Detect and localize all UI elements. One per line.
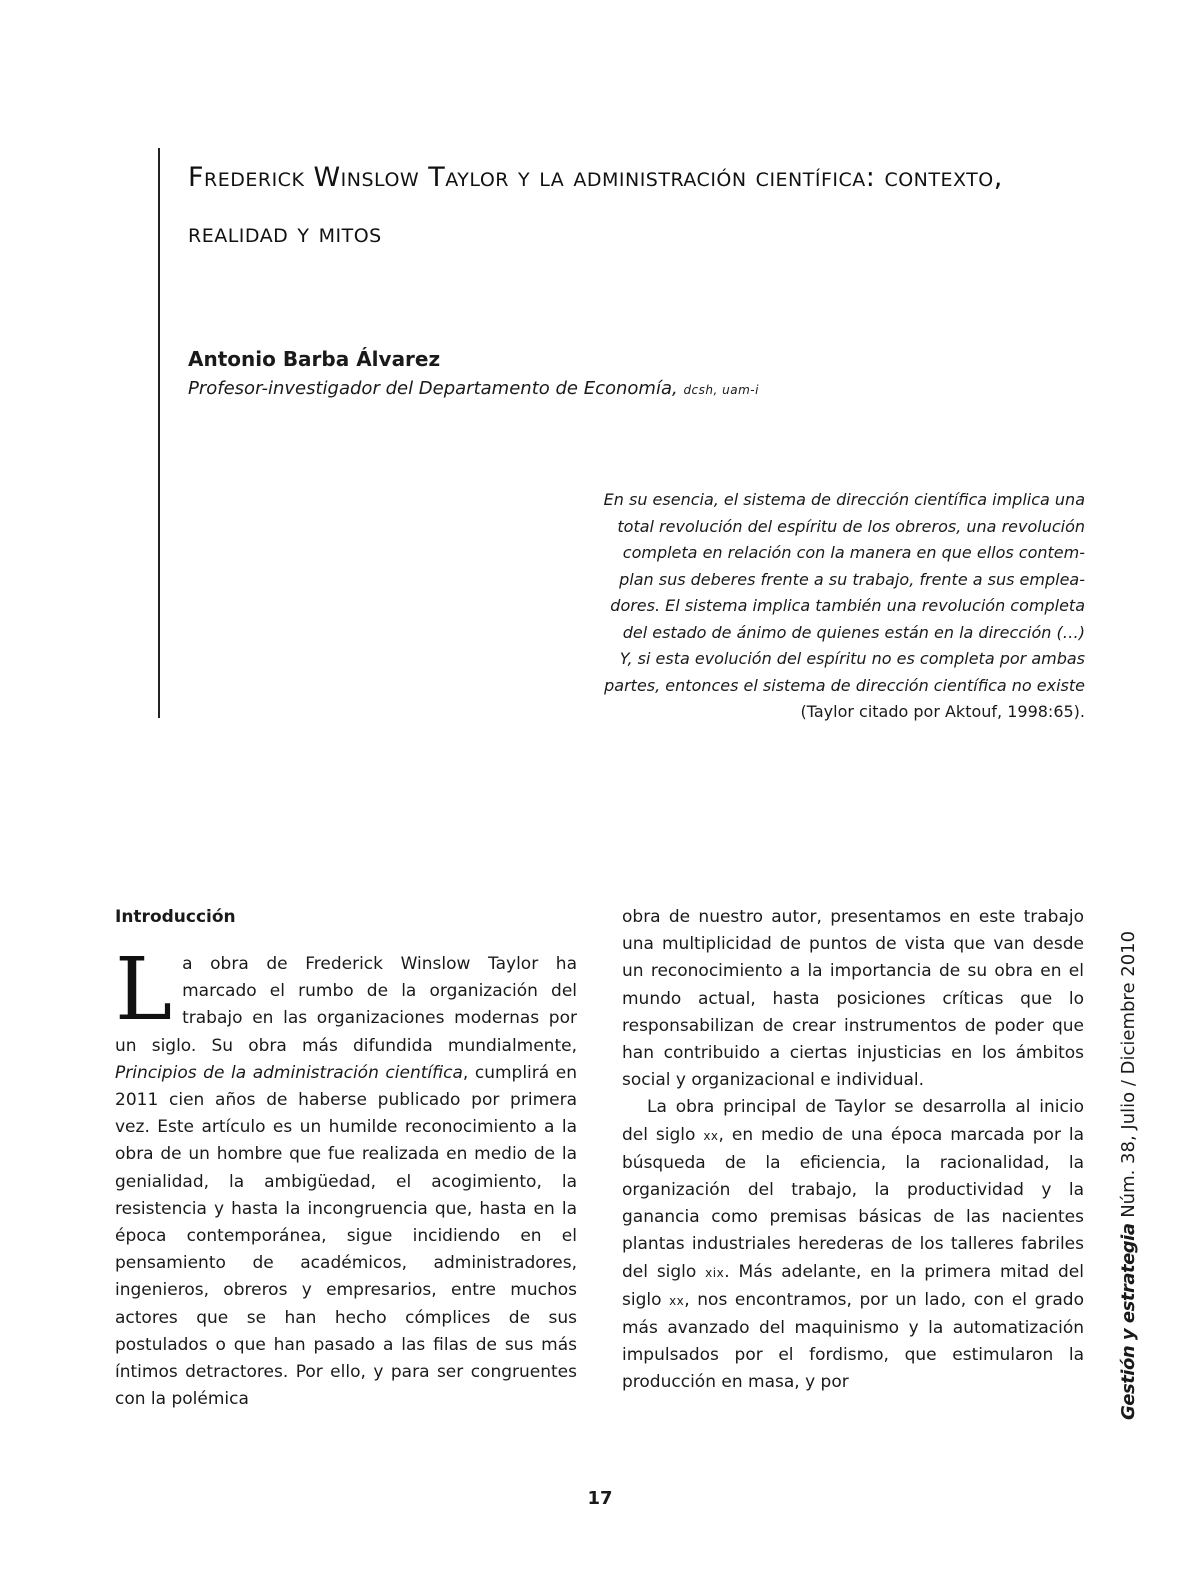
epigraph-line: En su esencia, el sistema de dirección científica implica una [603, 490, 1085, 509]
paragraph-text: a obra de Frederick Winslow Taylor ha marcado el rumbo de la organización del trabajo en las organizaciones modernas por un siglo. Su obra más difundida mundialmente, [115, 954, 577, 1056]
century-numeral: xix [705, 1265, 725, 1280]
body-column-right [622, 904, 1084, 1397]
book-title: Principios de la administración científica [115, 1062, 463, 1083]
century-numeral: xx [703, 1128, 719, 1143]
epigraph-line: total revolución del espíritu de los obreros, una revolución [617, 516, 1085, 536]
paragraph [622, 1094, 1084, 1396]
paragraph: obra de nuestro autor, presentamos en este trabajo una multiplicidad de puntos de vista que van desde un reconocimiento a la importancia de su obra en el mundo actual, hasta posiciones críticas que lo responsabilizan de crear instrumentos de poder que han contribuido a ciertas injusticias en los ámbitos social y organizacional e individual. [622, 907, 1084, 1091]
epigraph-line: dores. El sistema implica también una revolución completa [610, 596, 1085, 615]
paragraph-text: , en medio de una época marcada por la búsqueda de la eficiencia, la racionalidad, la organización del trabajo, la productividad y la ganancia como premisas básicas de las nacientes plantas industriales herederas de los talleres fabriles del siglo [622, 1124, 1085, 1282]
paragraph-text: , cumplirá en 2011 cien años de haberse publicado por primera vez. Este artículo es un humilde reconocimiento a la obra de un hombre que fue realizada en medio de la genialidad, la ambigüedad, el acogimiento, la resistencia y hasta la incongruencia que, hasta en la época contemporánea, sigue incidiendo en el pensamiento de académicos, administradores, ingenieros, obreros y empresarios, entre muchos actores que se han hecho cómplices de sus postulados o que han pasado a las filas de sus más íntimos detractores. Por ello, y para ser congruentes con la polémica [115, 1062, 577, 1410]
paragraph-text: , nos encontramos, por un lado, con el grado más avanzado del maquinismo y la automatización impulsados por el fordismo, que estimularon la producción en masa, y por [622, 1289, 1084, 1393]
epigraph-line: Y, si esta evolución del espíritu no es completa por ambas [619, 649, 1085, 668]
page-number: 17 [587, 1488, 613, 1509]
journal-issue: Núm. 38, Julio / Diciembre 2010 [1118, 930, 1139, 1224]
section-heading-introduccion: Introducción [115, 907, 236, 927]
epigraph-line: plan sus deberes frente a su trabajo, frente a sus emplea- [619, 569, 1085, 589]
journal-sidebar [1118, 930, 1140, 1420]
paragraph [115, 940, 577, 1413]
century-numeral: xx [669, 1293, 685, 1308]
epigraph-quote [560, 487, 1085, 726]
paragraph-text: La obra principal de Taylor se desarrolla al inicio del siglo [622, 1097, 1084, 1145]
header-vertical-rule [158, 148, 160, 718]
epigraph-line: completa en relación con la manera en que ellos contem- [622, 543, 1085, 562]
author-name: Antonio Barba Álvarez [188, 347, 441, 371]
affiliation-text: Profesor-investigador del Departamento de Economía, [188, 378, 678, 399]
epigraph-line: partes, entonces el sistema de dirección científica no existe [604, 675, 1085, 695]
author-affiliation [188, 378, 759, 399]
epigraph-citation: (Taylor citado por Aktouf, 1998:65). [800, 702, 1085, 721]
epigraph-line: del estado de ánimo de quienes están en la dirección (…) [622, 622, 1085, 642]
body-column-left [115, 940, 577, 1413]
journal-name: Gestión y estrategia [1118, 1223, 1139, 1420]
affiliation-units: dcsh, uam-i [683, 383, 759, 397]
drop-cap: L [115, 940, 173, 1040]
paragraph-text: . Más adelante, en la primera mitad del siglo [622, 1261, 1084, 1310]
article-title: Frederick Winslow Taylor y la administración científica: contexto, realidad y mitos [188, 162, 1003, 249]
